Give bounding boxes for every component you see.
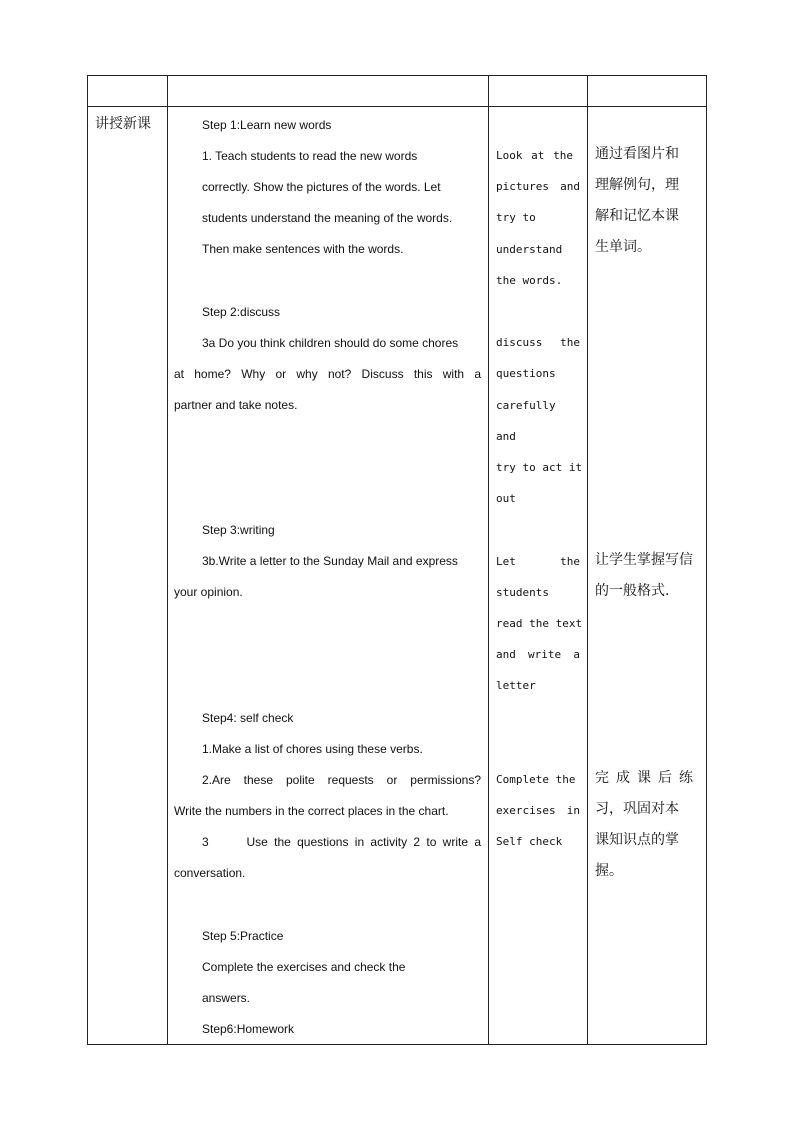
step-2-title: Step 2:discuss [202,305,281,319]
step-3-title: Step 3:writing [202,523,275,537]
step-2-line: 3a Do you think children should do some chores [202,336,459,350]
activity-line: discuss the [496,336,580,349]
purpose-line: 理解例句，理 [595,177,679,193]
section-label: 讲授新课 [95,116,151,132]
purpose-line: 习，巩固对本 [595,801,679,817]
purpose-line: 完成课后练 [595,770,693,786]
purpose-line: 生单词。 [595,239,651,255]
activity-line: and write a [496,648,580,661]
purpose-line: 让学生掌握写信 [595,552,693,568]
step-4-line: 2.Are these polite requests or permissions? [202,773,481,787]
activity-line: Self check [496,835,563,848]
activity-line: pictures and [496,180,580,193]
step-1-line: correctly. Show the pictures of the words. Let [202,180,441,194]
step-4-title: Step4: self check [202,711,294,725]
activity-line: Look at the [496,149,573,162]
step-4-line: Write the numbers in the correct places in the chart. [174,804,449,818]
activity-line: out [496,492,516,505]
table-border-right [706,75,707,1045]
activity-line: students [496,586,549,599]
table-border-left [87,75,88,1045]
activity-line: try to act it [496,461,583,474]
step-1-title: Step 1:Learn new words [202,118,332,132]
activity-line: read the text [496,617,583,630]
purpose-line: 通过看图片和 [595,146,679,162]
activity-line: and [496,430,516,443]
step-5-line: answers. [202,991,251,1005]
step-1-line: students understand the meaning of the words. [202,211,453,225]
step-4-line: 3 Use the questions in activity 2 to write a [202,835,481,849]
column-divider-3 [587,75,588,1045]
purpose-line: 的一般格式. [595,583,670,599]
column-divider-2 [488,75,489,1045]
step-2-line: partner and take notes. [174,398,298,412]
activity-line: Complete the [496,773,576,786]
table-border-bottom [87,1044,707,1045]
table-border-top [87,75,707,76]
activity-line: try to [496,211,536,224]
step-4-line: conversation. [174,866,246,880]
activity-line: exercises in [496,804,580,817]
step-3-line: your opinion. [174,585,243,599]
step-4-line: 1.Make a list of chores using these verbs. [202,742,423,756]
activity-line: understand [496,243,563,256]
purpose-line: 握。 [595,863,623,879]
step-3-line: 3b.Write a letter to the Sunday Mail and express [202,554,458,568]
activity-line: letter [496,679,536,692]
activity-line: the words. [496,274,563,287]
activity-line: carefully [496,399,556,412]
purpose-line: 课知识点的掌 [595,832,679,848]
step-6-title: Step6:Homework [202,1022,295,1036]
step-1-line: 1. Teach students to read the new words [202,149,418,163]
activity-line: questions [496,367,556,380]
header-row-divider [87,106,707,107]
step-2-line: at home? Why or why not? Discuss this with a [174,367,481,381]
step-1-line: Then make sentences with the words. [202,242,404,256]
activity-line: Let the [496,555,580,568]
purpose-line: 解和记忆本课 [595,208,679,224]
column-divider-1 [167,75,168,1045]
step-5-title: Step 5:Practice [202,929,284,943]
step-5-line: Complete the exercises and check the [202,960,406,974]
